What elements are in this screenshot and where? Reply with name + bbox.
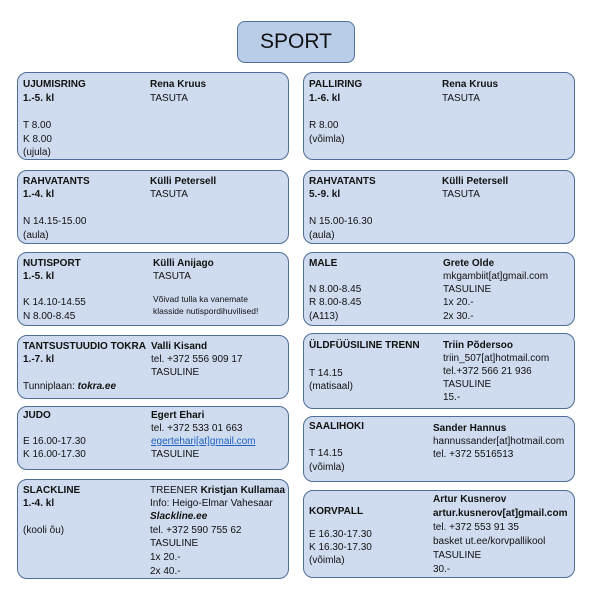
activity-name: KORVPALL: [309, 506, 364, 517]
activity-name: JUDO: [23, 410, 51, 421]
email-text: triin_507[at]hotmail.com: [443, 353, 550, 364]
phone-text: tel. +372 553 91 35: [433, 522, 519, 533]
schedule-line: K 16.00-17.30: [23, 449, 86, 460]
activity-name: SLACKLINE: [23, 485, 81, 496]
teacher-name: Artur Kusnerov: [433, 494, 507, 505]
schedule-line: K 14.10-14.55: [23, 297, 86, 308]
location-label: (kooli õu): [23, 525, 65, 536]
activity-name: SAALIHOKI: [309, 421, 364, 432]
phone-text: tel. +372 590 755 62: [150, 525, 242, 536]
card-tantsustuudio: [17, 335, 289, 399]
website-link[interactable]: tokra.ee: [77, 381, 117, 392]
teacher-name: Triin Põdersoo: [443, 340, 514, 351]
activity-grade: 1.-5. kl: [23, 271, 55, 282]
teacher-name: Rena Kruus: [442, 79, 499, 90]
price-line: 2x 30.-: [443, 311, 474, 322]
location-label: (ujula): [23, 147, 51, 158]
location-label: (A113): [309, 311, 339, 322]
teacher-name: Kristjan Kullamaa: [200, 485, 286, 496]
email-text: mkgambiit[at]gmail.com: [443, 271, 549, 282]
location-label: (võimla): [309, 462, 345, 473]
fee-label: TASULINE: [151, 449, 200, 460]
card-male: [303, 252, 575, 326]
activity-grade: 1.-4. kl: [23, 498, 55, 509]
price-line: 1x 20.-: [443, 297, 474, 308]
schedule-note: [23, 380, 116, 394]
teacher-name: Külli Petersell: [150, 176, 217, 187]
location-label: (aula): [309, 230, 335, 241]
schedule-line: R 8.00-8.45: [309, 297, 362, 308]
website-text: basket ut.ee/korvpallikool: [433, 536, 546, 547]
activity-grade: 1.-7. kl: [23, 354, 55, 365]
schedule-line: K 8.00: [23, 134, 52, 145]
location-label: (võimla): [309, 555, 345, 566]
teacher-name: Egert Ehari: [151, 410, 205, 421]
schedule-line: N 14.15-15.00: [23, 216, 87, 227]
fee-label: TASUTA: [150, 93, 188, 104]
fee-label: TASUTA: [150, 189, 188, 200]
card-ujumisring: [17, 72, 289, 160]
price-line: 2x 40.-: [150, 566, 181, 577]
schedule-line: T 8.00: [23, 120, 52, 131]
card-rahvatants-5-9: [303, 170, 575, 244]
note-line: Võivad tulla ka vanemate: [153, 294, 248, 304]
fee-label: TASUTA: [442, 93, 480, 104]
schedule-line: E 16.00-17.30: [23, 436, 86, 447]
fee-label: TASULINE: [433, 550, 482, 561]
card-slackline: [17, 479, 289, 579]
card-palliring: [303, 72, 575, 160]
email-text: artur.kusnerov[at]gmail.com: [433, 508, 568, 519]
fee-label: TASUTA: [153, 271, 191, 282]
activity-grade: 1.-4. kl: [23, 189, 55, 200]
schedule-line: R 8.00: [309, 120, 339, 131]
location-label: (võimla): [309, 134, 345, 145]
schedule-line: K 16.30-17.30: [309, 542, 372, 553]
schedule-label: Tunniplaan:: [23, 381, 78, 392]
card-korvpall: [303, 490, 575, 578]
schedule-line: E 16.30-17.30: [309, 529, 372, 540]
activity-name: RAHVATANTS: [309, 176, 376, 187]
phone-text: tel. +372 5516513: [433, 449, 514, 460]
price-line: 15.-: [443, 392, 461, 403]
card-rahvatants-1-4: [17, 170, 289, 244]
schedule-line: N 8.00-8.45: [309, 284, 362, 295]
activity-grade: 1.-5. kl: [23, 93, 55, 104]
teacher-name: Rena Kruus: [150, 79, 207, 90]
teacher-name: Sander Hannus: [433, 423, 507, 434]
phone-text: tel. +372 556 909 17: [151, 354, 243, 365]
activity-name: UJUMISRING: [23, 79, 86, 90]
teacher-name: Valli Kisand: [151, 341, 208, 352]
activity-name: PALLIRING: [309, 79, 363, 90]
fee-label: TASULINE: [443, 379, 492, 390]
activity-name: TANTSUSTUUDIO TOKRA: [23, 341, 146, 352]
activity-name: ÜLDFÜÜSILINE TRENN: [309, 340, 420, 351]
activity-name: RAHVATANTS: [23, 176, 90, 187]
card-nutisport: [17, 252, 289, 326]
card-judo: [17, 406, 289, 470]
schedule-line: N 8.00-8.45: [23, 311, 76, 322]
teacher-name: Külli Petersell: [442, 176, 509, 187]
price-line: 30.-: [433, 564, 451, 575]
fee-label: TASUTA: [442, 189, 480, 200]
trainer-label: TREENER: [150, 485, 201, 496]
location-label: (matisaal): [309, 381, 353, 392]
activity-grade: 5.-9. kl: [309, 189, 341, 200]
activity-name: NUTISPORT: [23, 258, 81, 269]
teacher-name: Külli Anijago: [153, 258, 214, 269]
card-saalihoki: [303, 416, 575, 482]
schedule-line: N 15.00-16.30: [309, 216, 373, 227]
price-line: 1x 20.-: [150, 552, 181, 563]
fee-label: TASULINE: [151, 367, 200, 378]
location-label: (aula): [23, 230, 49, 241]
card-yldfyysiline: [303, 333, 575, 409]
email-link[interactable]: egertehari[at]gmail.com: [151, 436, 256, 447]
schedule-line: T 14.15: [309, 448, 343, 459]
fee-label: TASULINE: [150, 538, 199, 549]
website-link[interactable]: Slackline.ee: [150, 511, 208, 522]
activity-name: MALE: [309, 258, 338, 269]
info-line: Info: Heigo-Elmar Vahesaar: [150, 498, 273, 509]
fee-label: TASULINE: [443, 284, 492, 295]
phone-text: tel.+372 566 21 936: [443, 366, 532, 377]
note-line: klasside nutispordihuvilised!: [153, 306, 259, 316]
activity-grade: 1.-6. kl: [309, 93, 341, 104]
teacher-name: Grete Olde: [443, 258, 495, 269]
phone-text: tel. +372 533 01 663: [151, 423, 243, 434]
page-title: SPORT: [237, 21, 355, 63]
schedule-line: T 14.15: [309, 368, 343, 379]
email-text: hannussander[at]hotmail.com: [433, 436, 565, 447]
trainer-line: [150, 484, 285, 498]
